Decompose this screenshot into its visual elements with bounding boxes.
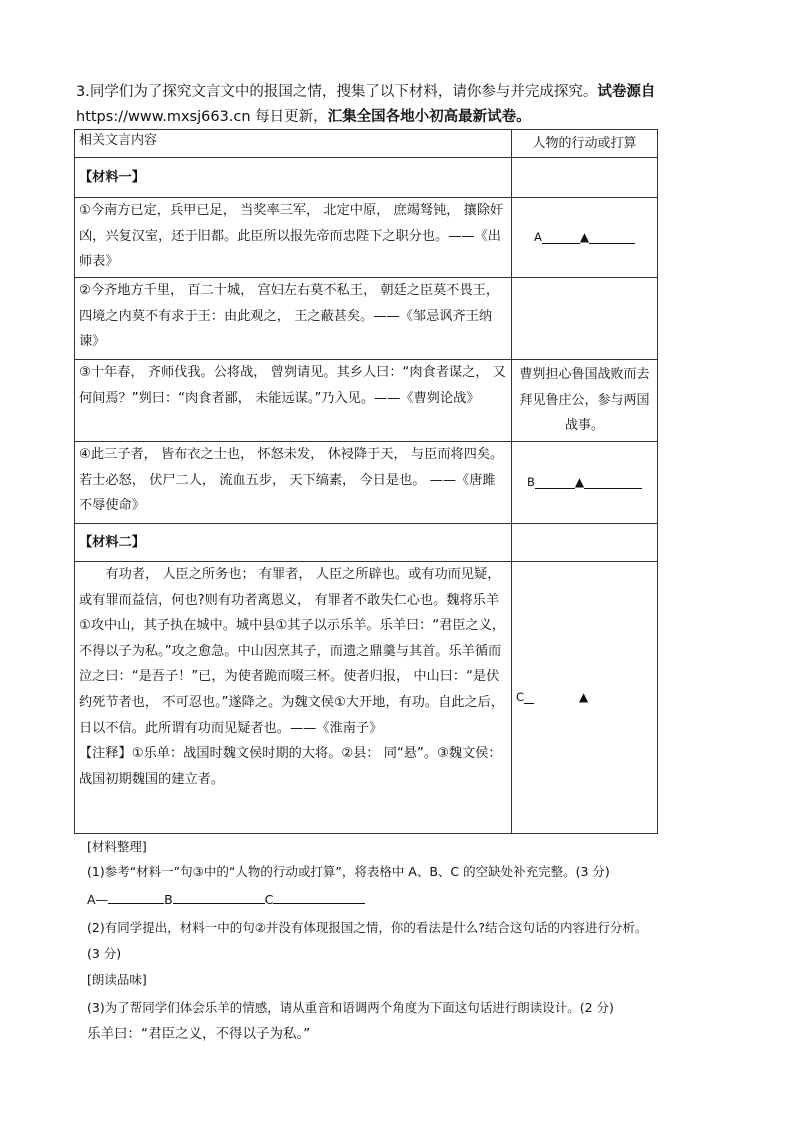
blank-b[interactable] (173, 890, 265, 904)
table-row (75, 198, 658, 278)
table-row (75, 278, 658, 360)
material2-row (75, 524, 658, 562)
material2-cell (75, 562, 512, 834)
m2-answer (512, 562, 658, 834)
materials-table (74, 129, 658, 834)
row1-answer (512, 198, 658, 278)
triangle-marker: ▲ (574, 474, 585, 489)
table-row (75, 442, 658, 524)
question-2-line1: (2)有同学提出，材料一中的句②并没有体现报国之情，你的看法是什么?结合这句话的内容进行分析。 (87, 920, 648, 935)
triangle-marker: ▲ (579, 229, 590, 244)
row2-text: ②今齐地方千里， 百二十城， 宫妇左右莫不私王， 朝廷之臣莫不畏王， 四境之内莫不有求于王：由此观之， 王之蔽甚矣。——《邹忌讽齐王纳谏》 (75, 278, 512, 360)
table-row (75, 562, 658, 834)
answer-blanks (87, 890, 365, 910)
blank-c-label: C (264, 892, 274, 907)
header-right: 人物的行动或打算 (512, 130, 658, 158)
blank-c[interactable] (273, 890, 365, 904)
row1-text: ①今南方已定，兵甲已足， 当奖率三军， 北定中原， 庶竭驽钝， 攘除奸凶，兴复汉室，还于旧都。此臣所以报先帝而忠陛下之职分也。——《出师表》 (75, 198, 512, 278)
ad-part2: 每日更新， (250, 109, 328, 125)
triangle-marker: ▲ (579, 689, 589, 704)
table-header-row (75, 130, 658, 158)
question-3: (3)为了帮同学们体会乐羊的情感，请从重音和语调两个角度为下面这句话进行朗读设计。(2 分) (87, 1000, 614, 1015)
question-2-line2: (3 分) (87, 946, 122, 961)
ad-part1: 试卷源自 (597, 84, 656, 100)
table-row (75, 360, 658, 442)
question-1: (1)参考“材料一”句③中的“人物的行动或打算”，将表格中 A、B、C 的空缺处补充完整。(3 分) (87, 864, 610, 879)
section-material-organize: [材料整理] (87, 839, 147, 854)
question-title (76, 80, 766, 130)
material2-text: 有功者， 人臣之所务也； 有罪者， 人臣之所辟也。或有功而见疑， 或有罪而益信，何也?则有功者离恩义， 有罪者不敢失仁心也。魏将乐羊①攻中山，其子执在城中。城中县①其子以示乐羊。乐羊曰：“君臣之义， 不得以子为私。”攻之愈急。中山因烹其子，而遗之鼎羹与其首。乐羊循而泣之曰：“是吾子！”已，为使者跪而啜三杯。使者归报， 中山曰：“是伏约死节者也， 不可忍也。”遂降之。为魏文侯①大开地，有功。自此之后， 日以不信。此所谓有功而见疑者也。——《淮南子》 (79, 567, 506, 736)
answer-letter-b: B (526, 474, 535, 489)
ad-url[interactable]: https://www.mxsj663.cn (76, 109, 251, 125)
answer-letter-c: C (516, 689, 525, 704)
row3-answer: 曹刿担心鲁国战败而去拜见鲁庄公，参与两国战事。 (512, 360, 658, 442)
ad-bold: 汇集全国各地小初高最新试卷。 (327, 109, 531, 125)
row3-text: ③十年春， 齐师伐我。公将战， 曾刿请见。其乡人曰：“肉食者谋之， 又何间焉？”刿曰：“肉食者鄙， 未能远谋。”乃入见。——《曹刿论战》 (75, 360, 512, 442)
blank-a[interactable] (108, 890, 164, 904)
section-reading: [朗读品味] (87, 972, 147, 987)
row4-answer (512, 442, 658, 524)
material2-note: 【注释】①乐单：战国时魏文侯时期的大将。②县： 同“悬”。③魏文侯：战国初期魏国的建立者。 (79, 746, 502, 787)
material2-label: 【材料二】 (79, 534, 145, 550)
material1-label: 【材料一】 (79, 169, 145, 185)
question-intro: 3.同学们为了探究文言文中的报国之情，搜集了以下材料，请你参与并完成探究。 (76, 84, 598, 100)
blank-b-label: B (164, 892, 173, 907)
row4-text: ④此三子者， 皆布衣之士也， 怀怒未发， 休祲降于天， 与臣而将四矣。若士必怒， 伏尸二人， 流血五步， 天下缟素， 今日是也。 ——《唐雎不辱使命》 (75, 442, 512, 524)
material1-row (75, 158, 658, 198)
quote-line: 乐羊曰：“君臣之义，不得以子为私。” (87, 1026, 311, 1042)
answer-letter-a: A (533, 229, 542, 244)
header-left: 相关文言内容 (75, 130, 512, 158)
blank-a-label: A— (87, 892, 109, 907)
